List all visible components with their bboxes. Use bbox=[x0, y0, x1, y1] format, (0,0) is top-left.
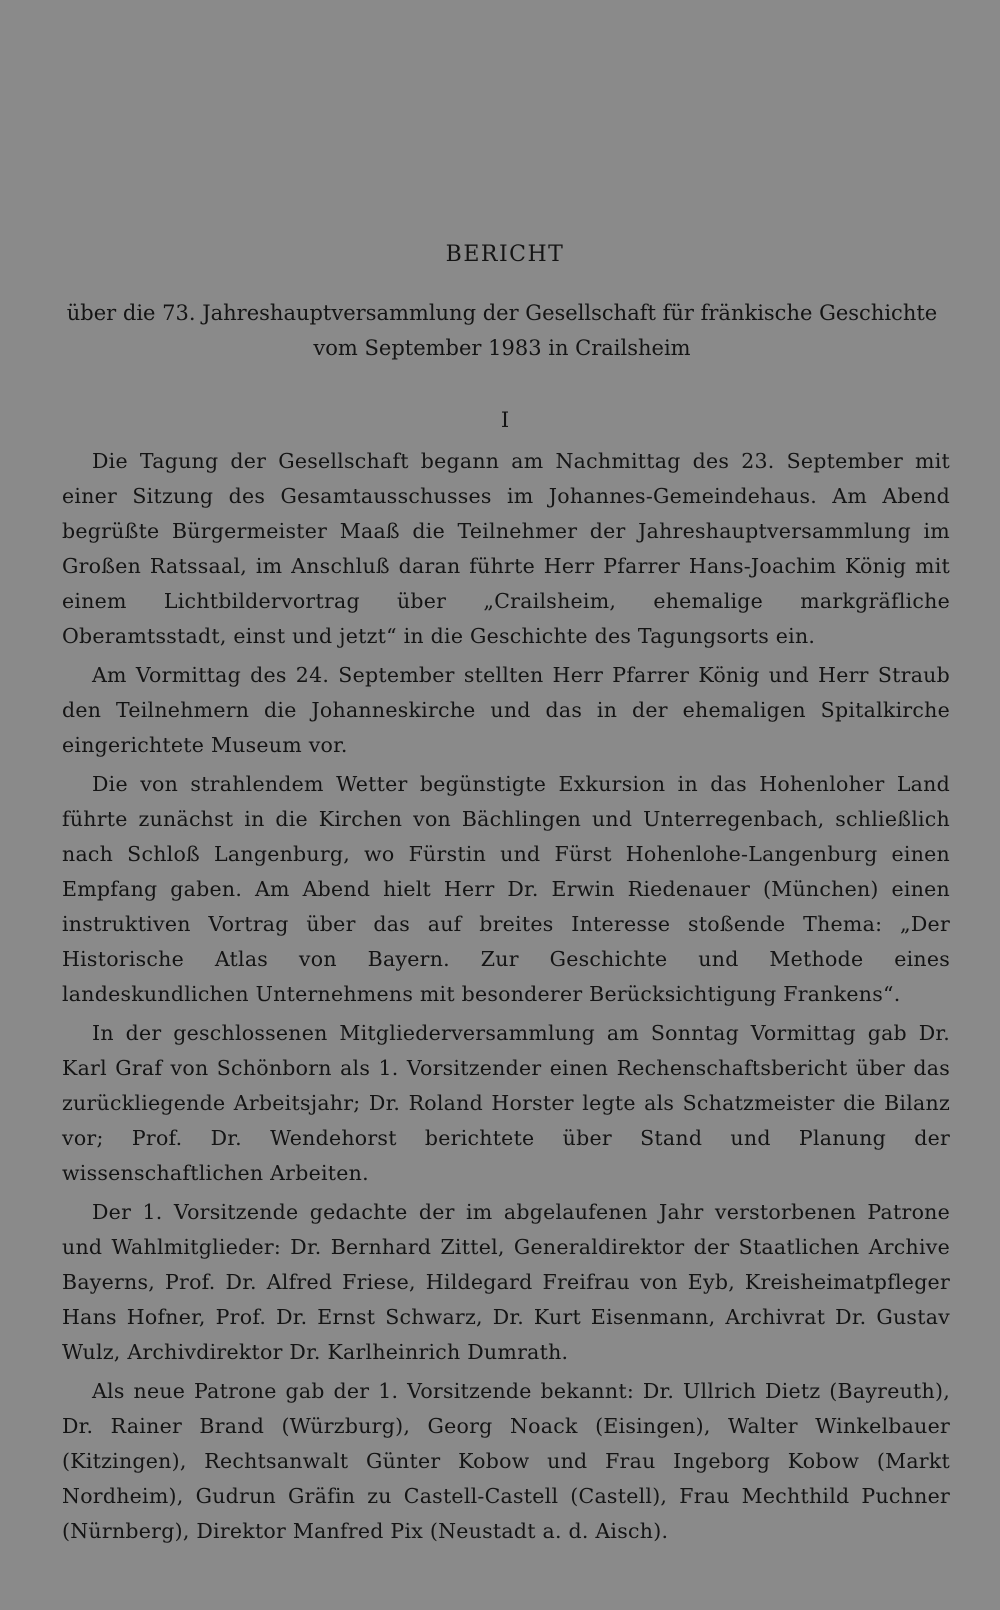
paragraph: In der geschlossenen Mitgliederversammlung am Sonntag Vormittag gab Dr. Karl Graf von Schönborn als 1. Vorsitzender einen Rechenschaftsbericht über das zurückliegende Arbeitsjahr; Dr. Roland Horster legte als Schatzmeister die Bilanz vor; Prof. Dr. Wendehorst berichtete über Stand und Planung der wissenschaftlichen Arbeiten. bbox=[62, 1021, 950, 1185]
paragraph: Die von strahlendem Wetter begünstigte Exkursion in das Hohenloher Land führte zunächst in die Kirchen von Bächlingen und Unterregenbach, schließlich nach Schloß Langenburg, wo Fürstin und Fürst Hohenlohe-Langenburg einen Empfang gaben. Am Abend hielt Herr Dr. Erwin Riedenauer (München) einen instruktiven Vortrag über das auf breites Interesse stoßende Thema: „Der Historische Atlas von Bayern. Zur Geschichte und Methode eines landeskundlichen Unternehmens mit besonderer Berücksichtigung Frankens“. bbox=[62, 772, 950, 1006]
document-subtitle: über die 73. Jahreshauptversammlung der Gesellschaft für fränkische Geschichte vom September 1983 in Crailsheim bbox=[66, 301, 938, 360]
paragraph: Als neue Patrone gab der 1. Vorsitzende bekannt: Dr. Ullrich Dietz (Bayreuth), Dr. Rainer Brand (Würzburg), Georg Noack (Eisingen), Walter Winkelbauer (Kitzingen), Rechtsanwalt Günter Kobow und Frau Ingeborg Kobow (Markt Nordheim), Gudrun Gräfin zu Castell-Castell (Castell), Frau Mechthild Puchner (Nürnberg), Direktor Manfred Pix (Neustadt a. d. Aisch). bbox=[62, 1379, 950, 1543]
body-text bbox=[62, 444, 950, 1553]
paragraph: Am Vormittag des 24. September stellten Herr Pfarrer König und Herr Straub den Teilnehmern die Johanneskirche und das in der ehemaligen Spitalkirche eingerichtete Museum vor. bbox=[62, 663, 950, 757]
document-title: BERICHT bbox=[445, 242, 565, 267]
paragraph: Der 1. Vorsitzende gedachte der im abgelaufenen Jahr verstorbenen Patrone und Wahlmitglieder: Dr. Bernhard Zittel, Generaldirektor der Staatlichen Archive Bayerns, Prof. Dr. Alfred Friese, Hildegard Freifrau von Eyb, Kreisheimatpfleger Hans Hofner, Prof. Dr. Ernst Schwarz, Dr. Kurt Eisenmann, Archivrat Dr. Gustav Wulz, Archivdirektor Dr. Karlheinrich Dumrath. bbox=[62, 1200, 950, 1364]
paragraph: Die Tagung der Gesellschaft begann am Nachmittag des 23. September mit einer Sitzung des Gesamtausschusses im Johannes-Gemeindehaus. Am Abend begrüßte Bürgermeister Maaß die Teilnehmer der Jahreshauptversammlung im Großen Ratssaal, im Anschluß daran führte Herr Pfarrer Hans-Joachim König mit einem Lichtbildervortrag über „Crailsheim, ehemalige markgräfliche Oberamtsstadt, einst und jetzt“ in die Geschichte des Tagungsorts ein. bbox=[62, 449, 950, 648]
section-number: I bbox=[500, 408, 510, 432]
